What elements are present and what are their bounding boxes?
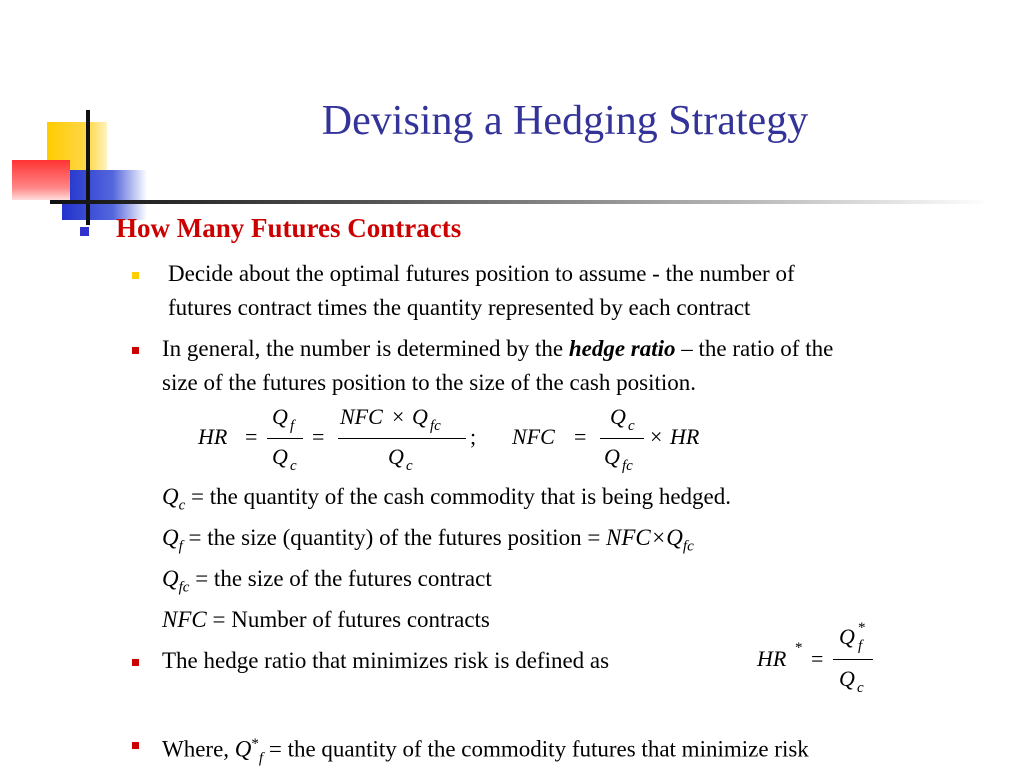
formula-symbol: Q: [610, 404, 626, 429]
formula-subscript: c: [290, 458, 297, 474]
symbol: NFC: [162, 607, 207, 632]
formula-symbol: ×: [650, 424, 663, 449]
symbol-subscript: fc: [178, 579, 190, 596]
symbol-subscript: fc: [682, 538, 694, 555]
formula-symbol: HR: [198, 424, 228, 449]
symbol-superscript: *: [251, 736, 259, 752]
definition-text: = the size (quantity) of the futures position =: [182, 525, 607, 550]
bullet-text-line: size of the futures position to the size of the cash position.: [162, 370, 696, 395]
formula-symbol: =: [811, 646, 824, 671]
formula-symbol: Q: [839, 666, 855, 691]
bullet-text-line: Decide about the optimal futures position to assume - the number of: [168, 261, 795, 286]
formula-symbol: Q: [272, 404, 288, 429]
definition-nfc: [162, 603, 490, 637]
formula-symbol: =: [574, 424, 587, 449]
formula-superscript: *: [795, 640, 803, 656]
symbol-subscript: f: [178, 538, 183, 555]
fraction-bar: [338, 438, 466, 439]
formula-subscript: c: [857, 680, 864, 696]
section-heading: How Many Futures Contracts: [116, 213, 462, 243]
symbol: Q: [162, 566, 179, 591]
hedge-ratio-term: hedge ratio: [568, 336, 676, 361]
formula-subscript: c: [406, 458, 413, 474]
text-span: In general, the number is determined by the: [162, 336, 569, 361]
formula-symbol: ×: [392, 404, 405, 429]
symbol: Q: [234, 736, 252, 762]
fraction-bar: [600, 438, 644, 439]
fraction-bar: [267, 438, 303, 439]
formula-symbol: Q: [272, 444, 288, 469]
formula-symbol: HR: [670, 424, 700, 449]
slide-title: Devising a Hedging Strategy: [321, 98, 809, 144]
decorative-logo: [0, 100, 160, 230]
text-span: Where,: [162, 736, 235, 762]
formula-symbol: =: [245, 424, 258, 449]
logo-vertical-line: [86, 110, 90, 225]
symbol: Q: [162, 484, 179, 509]
bullet-text-2: [162, 332, 833, 400]
symbol-expression: NFC×Q: [606, 525, 683, 550]
definition-qfc: [162, 562, 492, 605]
bullet-marker: [132, 272, 139, 279]
formula-superscript: *: [858, 620, 866, 636]
formula-symbol: Q: [412, 404, 428, 429]
formula-subscript: c: [628, 418, 635, 434]
bullet-marker: [132, 659, 139, 666]
formula-symbol: NFC: [512, 424, 555, 449]
bullet-text-3: The hedge ratio that minimizes risk is defined as: [162, 648, 610, 673]
symbol-subscript: f: [258, 750, 264, 767]
text-span: – the ratio of the: [675, 336, 834, 361]
hedge-ratio-formula: [190, 402, 730, 480]
fraction-bar: [833, 659, 873, 660]
bullet-text-1: [168, 257, 795, 325]
formula-symbol: Q: [604, 444, 620, 469]
formula-subscript: f: [858, 638, 863, 654]
formula-subscript: f: [290, 418, 295, 434]
definition-text: = the quantity of the cash commodity that is being hedged.: [185, 484, 731, 509]
definition-text: = the size of the futures contract: [189, 566, 492, 591]
formula-subscript: fc: [622, 458, 633, 474]
formula-subscript: fc: [430, 418, 441, 434]
bullet-marker: [132, 742, 139, 749]
definition-qf: [162, 521, 694, 564]
bullet-text-line: [162, 332, 833, 366]
formula-symbol: ;: [470, 424, 477, 449]
formula-symbol: HR: [757, 646, 787, 671]
min-risk-hedge-formula: [755, 620, 885, 700]
bullet-marker: [132, 347, 139, 354]
definition-text: = Number of futures contracts: [206, 607, 490, 632]
formula-symbol: NFC: [340, 404, 383, 429]
symbol-subscript: c: [178, 497, 186, 514]
title-divider: [50, 200, 990, 204]
formula-symbol: =: [312, 424, 325, 449]
logo-red-square: [12, 160, 70, 200]
symbol: Q: [162, 525, 179, 550]
formula-symbol: Q: [839, 624, 855, 649]
definition-qc: [162, 480, 731, 523]
formula-symbol: Q: [388, 444, 404, 469]
text-span: = the quantity of the commodity futures that minimize risk: [263, 736, 809, 762]
bullet-marker: [80, 227, 89, 236]
bullet-text-line: futures contract times the quantity represented by each contract: [168, 295, 751, 320]
